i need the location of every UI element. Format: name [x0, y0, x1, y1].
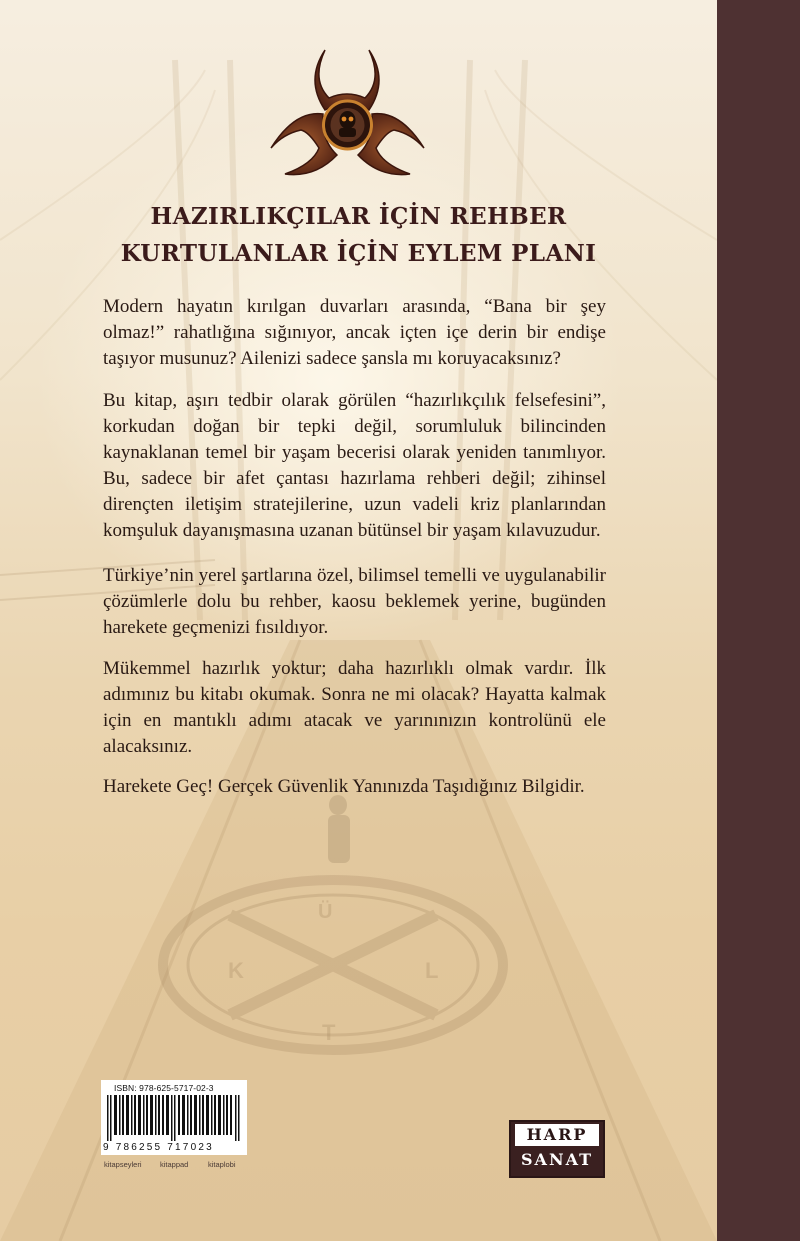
store-logo-kitapseyleri: kitapseyleri	[104, 1160, 142, 1169]
barcode-bars	[107, 1095, 241, 1141]
store-logo-kitaplobi: kitaplobi	[208, 1160, 236, 1169]
biohazard-emblem-icon	[265, 40, 430, 190]
paragraph-1: Modern hayatın kırılgan duvarları arasında, “Bana bir şey olmaz!” rahatlığına sığınıyor, ancak içten içe derin bir endişe taşıyor musunuz? Ailenizi sadece şansla mı koruyacaksınız?	[103, 296, 606, 369]
spine-edge	[717, 0, 800, 1241]
publisher-logo	[509, 1120, 605, 1178]
publisher-logo-top: HARP	[515, 1124, 599, 1146]
store-logo-kitappad: kitappad	[160, 1160, 189, 1169]
store-logos	[104, 1160, 254, 1174]
publisher-logo-bottom: SANAT	[520, 1150, 594, 1169]
svg-text:T: T	[322, 1020, 336, 1045]
svg-text:Ü: Ü	[318, 901, 333, 923]
svg-text:L: L	[425, 958, 439, 983]
svg-text:K: K	[228, 958, 244, 983]
paragraph-4: Mükemmel hazırlık yoktur; daha hazırlıklı olmak vardır. İlk adımınız bu kitabı okumak. Sonra ne mi olacak? Hayatta kalmak için en mantıklı adımı atacak ve yarınınızın kontrolünü ele alacaksınız.	[103, 658, 606, 757]
paragraph-5: Harekete Geç! Gerçek Güvenlik Yanınızda Taşıdığınız Bilgidir.	[103, 776, 585, 797]
headline-line-1: HAZIRLIKÇILAR İÇİN REHBER	[150, 203, 567, 230]
barcode-digits: 9 786255 717023	[103, 1142, 214, 1153]
paragraph-3: Türkiye’nin yerel şartlarına özel, bilimsel temelli ve uygulanabilir çözümlerle dolu bu rehber, kaosu beklemek yerine, bugünden harekete geçmenizi fısıldıyor.	[103, 565, 606, 638]
headline-line-2: KURTULANLAR İÇİN EYLEM PLANI	[120, 240, 597, 267]
isbn-barcode	[101, 1080, 247, 1155]
paragraph-2: Bu kitap, aşırı tedbir olarak görülen “hazırlıkçılık felsefesini”, korkudan doğan bir tepki değil, sorumluluk bilincinden kaynaklanan temel bir yaşam becerisi olarak yeniden tanımlıyor. Bu, sadece bir afet çantası hazırlama rehberi değil; zihinsel dirençten iletişim stratejilerine, uzun vadeli kriz planlarından komşuluk dayanışmasına uzanan bütünsel bir yaşam kılavuzudur.	[103, 390, 606, 541]
isbn-label: ISBN: 978-625-5717-02-3	[114, 1083, 214, 1093]
